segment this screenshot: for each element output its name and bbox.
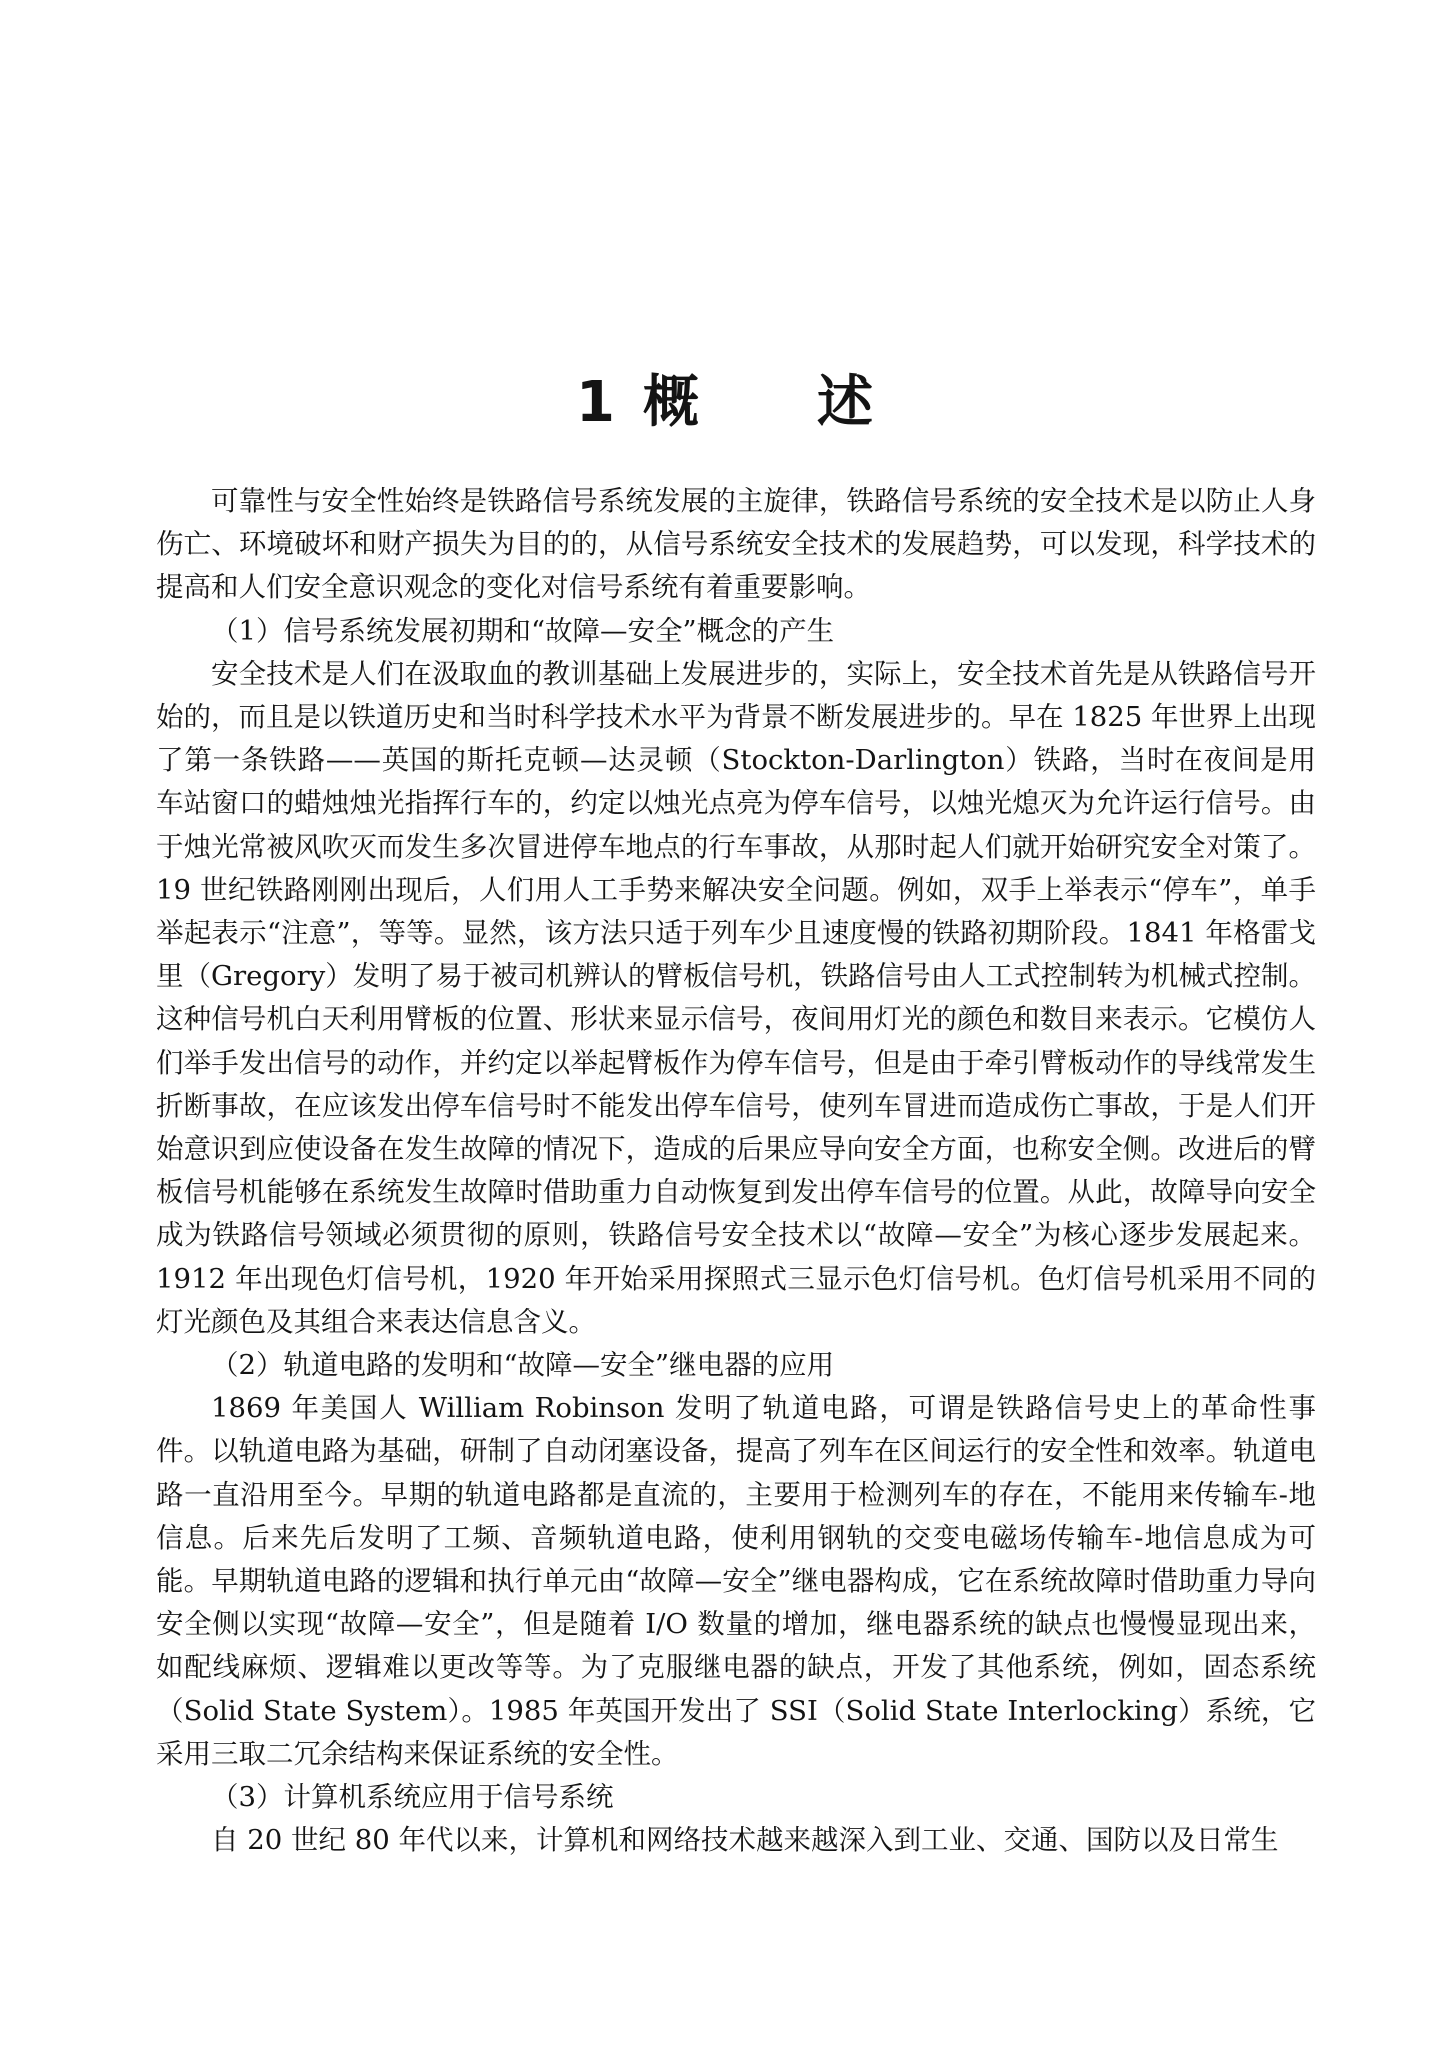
intro-paragraph: 可靠性与安全性始终是铁路信号系统发展的主旋律，铁路信号系统的安全技术是以防止人身伤亡、环境破坏和财产损失为目的的，从信号系统安全技术的发展趋势，可以发现，科学技术的提高和人们安全意识观念的变化对信号系统有着重要影响。 bbox=[156, 485, 1316, 604]
section-paragraph-3: 自 20 世纪 80 年代以来，计算机和网络技术越来越深入到工业、交通、国防以及日常生 bbox=[211, 1824, 1279, 1857]
chapter-number: 1 bbox=[576, 370, 615, 435]
section-heading-1: （1）信号系统发展初期和“故障—安全”概念的产生 bbox=[211, 614, 835, 647]
body-text bbox=[156, 480, 1316, 1863]
chapter-title-char-1: 概 bbox=[642, 370, 699, 435]
section-heading-2: （2）轨道电路的发明和“故障—安全”继电器的应用 bbox=[211, 1349, 835, 1382]
chapter-title-char-2: 述 bbox=[816, 370, 873, 435]
section-heading-3: （3）计算机系统应用于信号系统 bbox=[211, 1781, 614, 1814]
section-paragraph-2: 1869 年美国人 William Robinson 发明了轨道电路，可谓是铁路信号史上的革命性事件。以轨道电路为基础，研制了自动闭塞设备，提高了列车在区间运行的安全性和效率。轨道电路一直沿用至今。早期的轨道电路都是直流的，主要用于检测列车的存在，不能用来传输车-地信息。后来先后发明了工频、音频轨道电路，使利用钢轨的交变电磁场传输车-地信息成为可能。早期轨道电路的逻辑和执行单元由“故障—安全”继电器构成，它在系统故障时借助重力导向安全侧以实现“故障—安全”，但是随着 I/O 数量的增加，继电器系统的缺点也慢慢显现出来，如配线麻烦、逻辑难以更改等等。为了克服继电器的缺点，开发了其他系统，例如，固态系统（Solid State System）。1985 年英国开发出了 SSI（Solid State Interlocking）系统，它采用三取二冗余结构来保证系统的安全性。 bbox=[156, 1392, 1316, 1770]
chapter-title bbox=[0, 368, 1449, 438]
section-paragraph-1: 安全技术是人们在汲取血的教训基础上发展进步的，实际上，安全技术首先是从铁路信号开始的，而且是以铁道历史和当时科学技术水平为背景不断发展进步的。早在 1825 年世界上出现了第一条铁路——英国的斯托克顿—达灵顿（Stockton-Darlington）铁路，当时在夜间是用车站窗口的蜡烛烛光指挥行车的，约定以烛光点亮为停车信号，以烛光熄灭为允许运行信号。由于烛光常被风吹灭而发生多次冒进停车地点的行车事故，从那时起人们就开始研究安全对策了。19 世纪铁路刚刚出现后，人们用人工手势来解决安全问题。例如，双手上举表示“停车”，单手举起表示“注意”，等等。显然，该方法只适于列车少且速度慢的铁路初期阶段。1841 年格雷戈里（Gregory）发明了易于被司机辨认的臂板信号机，铁路信号由人工式控制转为机械式控制。这种信号机白天利用臂板的位置、形状来显示信号，夜间用灯光的颜色和数目来表示。它模仿人们举手发出信号的动作，并约定以举起臂板作为停车信号，但是由于牵引臂板动作的导线常发生折断事故，在应该发出停车信号时不能发出停车信号，使列车冒进而造成伤亡事故，于是人们开始意识到应使设备在发生故障的情况下，造成的后果应导向安全方面，也称安全侧。改进后的臂板信号机能够在系统发生故障时借助重力自动恢复到发出停车信号的位置。从此，故障导向安全成为铁路信号领域必须贯彻的原则，铁路信号安全技术以“故障—安全”为核心逐步发展起来。1912 年出现色灯信号机，1920 年开始采用探照式三显示色灯信号机。色灯信号机采用不同的灯光颜色及其组合来表达信息含义。 bbox=[156, 657, 1316, 1338]
